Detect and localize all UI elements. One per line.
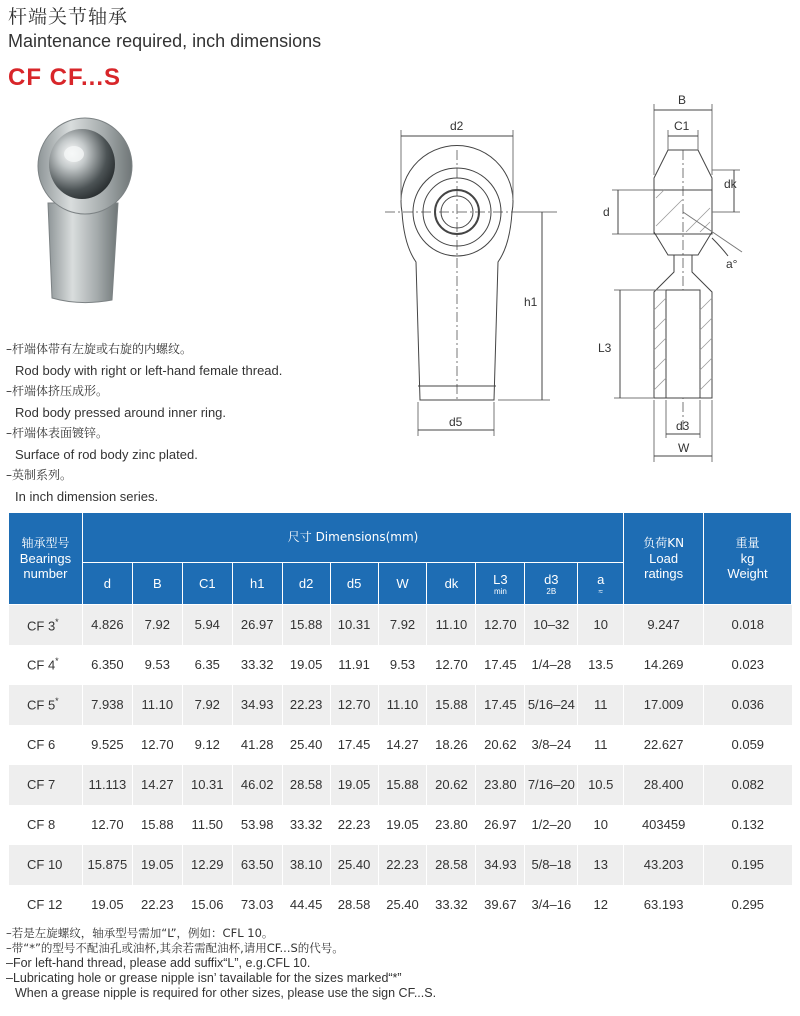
- cell-model: CF 8: [9, 805, 83, 845]
- cell-l3: 17.45: [476, 685, 525, 725]
- cell-h1: 41.28: [232, 725, 282, 765]
- product-photo: [30, 108, 145, 308]
- cell-d5: 17.45: [330, 725, 378, 765]
- header-bearing-number: 轴承型号 Bearings number: [9, 513, 83, 605]
- cell-w: 19.05: [378, 805, 427, 845]
- cell-load: 28.400: [624, 765, 704, 805]
- header-dimensions: 尺寸 Dimensions(mm): [82, 513, 623, 563]
- cell-l3: 34.93: [476, 845, 525, 885]
- cell-c1: 15.06: [182, 885, 232, 925]
- cell-d: 6.350: [82, 645, 132, 685]
- label-l3: L3: [598, 341, 612, 355]
- feature-3-en: Surface of rod body zinc plated.: [15, 447, 198, 462]
- table-row: [9, 685, 792, 725]
- cell-a: 10: [578, 605, 624, 645]
- label-c1: C1: [674, 119, 690, 133]
- note-line: –若是左旋螺纹，轴承型号需加“L”，例如：CFL 10。: [6, 926, 274, 940]
- label-d5: d5: [449, 415, 463, 429]
- cell-l3: 23.80: [476, 765, 525, 805]
- cell-b: 12.70: [132, 725, 182, 765]
- column-header-d: d: [82, 563, 132, 605]
- cell-w: 11.10: [378, 685, 427, 725]
- column-header-dk: dk: [427, 563, 476, 605]
- table-row: [9, 885, 792, 925]
- series-code: CF CF...S: [8, 64, 122, 91]
- feature-4-cn: –英制系列。: [6, 468, 73, 482]
- cell-l3: 26.97: [476, 805, 525, 845]
- cell-d: 15.875: [82, 845, 132, 885]
- cell-model: CF 7: [9, 765, 83, 805]
- cell-b: 7.92: [132, 605, 182, 645]
- cell-dk: 15.88: [427, 685, 476, 725]
- cell-w: 25.40: [378, 885, 427, 925]
- cell-d2: 38.10: [282, 845, 330, 885]
- cell-load: 9.247: [624, 605, 704, 645]
- column-header-d5: d5: [330, 563, 378, 605]
- cell-d5: 19.05: [330, 765, 378, 805]
- feature-list: [6, 339, 366, 507]
- cell-d5: 12.70: [330, 685, 378, 725]
- cell-d: 11.113: [82, 765, 132, 805]
- cell-dk: 28.58: [427, 845, 476, 885]
- cell-d2: 19.05: [282, 645, 330, 685]
- cell-w: 14.27: [378, 725, 427, 765]
- cell-a: 12: [578, 885, 624, 925]
- label-d: d: [603, 205, 610, 219]
- cell-dk: 20.62: [427, 765, 476, 805]
- feature-1-en: Rod body with right or left-hand female thread.: [15, 363, 283, 378]
- title-en: Maintenance required, inch dimensions: [8, 31, 322, 51]
- column-header-d3: d3 2B: [525, 563, 578, 605]
- cell-model: CF 5*: [9, 685, 83, 725]
- cell-b: 15.88: [132, 805, 182, 845]
- cell-load: 22.627: [624, 725, 704, 765]
- cell-c1: 11.50: [182, 805, 232, 845]
- cell-d5: 10.31: [330, 605, 378, 645]
- cell-d: 7.938: [82, 685, 132, 725]
- label-a: a°: [726, 257, 738, 271]
- front-view: [385, 130, 560, 436]
- no-grease-mark: *: [55, 616, 59, 627]
- cell-d: 19.05: [82, 885, 132, 925]
- cell-d2: 25.40: [282, 725, 330, 765]
- cell-dk: 11.10: [427, 605, 476, 645]
- cell-d: 9.525: [82, 725, 132, 765]
- column-header-w: W: [378, 563, 427, 605]
- cell-d3: 5/16–24: [525, 685, 578, 725]
- cell-d2: 15.88: [282, 605, 330, 645]
- note-line: When a grease nipple is required for other sizes, please use the sign CF...S.: [15, 986, 437, 1000]
- cell-weight: 0.132: [704, 805, 792, 845]
- cell-d2: 28.58: [282, 765, 330, 805]
- title-cn: 杆端关节轴承: [8, 6, 129, 28]
- cell-a: 13: [578, 845, 624, 885]
- column-header-c1: C1: [182, 563, 232, 605]
- cell-h1: 63.50: [232, 845, 282, 885]
- side-view: [612, 104, 742, 462]
- cell-h1: 33.32: [232, 645, 282, 685]
- cell-w: 7.92: [378, 605, 427, 645]
- cell-dk: 33.32: [427, 885, 476, 925]
- cell-w: 15.88: [378, 765, 427, 805]
- table-row: [9, 725, 792, 765]
- label-dk: dk: [724, 177, 737, 191]
- cell-c1: 9.12: [182, 725, 232, 765]
- note-line: –For left-hand thread, please add suffix“L”, e.g.CFL 10.: [6, 956, 311, 970]
- label-h1: h1: [524, 295, 538, 309]
- note-line: –Lubricating hole or grease nipple isn’ tavailable for the sizes marked“*”: [6, 971, 402, 985]
- cell-d3: 5/8–18: [525, 845, 578, 885]
- cell-c1: 6.35: [182, 645, 232, 685]
- cell-weight: 0.036: [704, 685, 792, 725]
- cell-d: 12.70: [82, 805, 132, 845]
- table-row: [9, 645, 792, 685]
- cell-c1: 12.29: [182, 845, 232, 885]
- label-b: B: [678, 93, 687, 107]
- cell-h1: 73.03: [232, 885, 282, 925]
- cell-w: 9.53: [378, 645, 427, 685]
- cell-d2: 44.45: [282, 885, 330, 925]
- cell-b: 22.23: [132, 885, 182, 925]
- cell-load: 63.193: [624, 885, 704, 925]
- technical-drawing: [370, 90, 800, 470]
- cell-model: CF 12: [9, 885, 83, 925]
- cell-w: 22.23: [378, 845, 427, 885]
- cell-c1: 10.31: [182, 765, 232, 805]
- cell-d2: 22.23: [282, 685, 330, 725]
- cell-model: CF 6: [9, 725, 83, 765]
- cell-h1: 53.98: [232, 805, 282, 845]
- feature-2-en: Rod body pressed around inner ring.: [15, 405, 227, 420]
- cell-a: 13.5: [578, 645, 624, 685]
- cell-dk: 18.26: [427, 725, 476, 765]
- column-header-d2: d2: [282, 563, 330, 605]
- note-line: –带“*”的型号不配油孔或油杯,其余若需配油杯,请用CF...S的代号。: [6, 941, 344, 955]
- cell-d5: 11.91: [330, 645, 378, 685]
- cell-a: 11: [578, 685, 624, 725]
- cell-load: 17.009: [624, 685, 704, 725]
- cell-model: CF 4*: [9, 645, 83, 685]
- cell-a: 10: [578, 805, 624, 845]
- cell-d3: 7/16–20: [525, 765, 578, 805]
- table-row: [9, 605, 792, 645]
- cell-dk: 23.80: [427, 805, 476, 845]
- label-w: W: [678, 441, 690, 455]
- cell-h1: 46.02: [232, 765, 282, 805]
- column-header-b: B: [132, 563, 182, 605]
- cell-b: 19.05: [132, 845, 182, 885]
- cell-weight: 0.195: [704, 845, 792, 885]
- cell-a: 10.5: [578, 765, 624, 805]
- cell-l3: 12.70: [476, 605, 525, 645]
- cell-model: CF 3*: [9, 605, 83, 645]
- cell-weight: 0.082: [704, 765, 792, 805]
- cell-l3: 39.67: [476, 885, 525, 925]
- feature-4-en: In inch dimension series.: [15, 489, 159, 504]
- cell-d2: 33.32: [282, 805, 330, 845]
- cell-weight: 0.295: [704, 885, 792, 925]
- table-row: [9, 805, 792, 845]
- cell-c1: 7.92: [182, 685, 232, 725]
- notes: [6, 926, 796, 1001]
- cell-d5: 22.23: [330, 805, 378, 845]
- cell-weight: 0.018: [704, 605, 792, 645]
- label-d3: d3: [676, 419, 690, 433]
- table-row: [9, 765, 792, 805]
- cell-h1: 34.93: [232, 685, 282, 725]
- cell-d3: 1/2–20: [525, 805, 578, 845]
- specification-table: [8, 512, 792, 925]
- header-load-ratings: 负荷KN Load ratings: [624, 513, 704, 605]
- no-grease-mark: *: [55, 656, 59, 667]
- cell-d5: 28.58: [330, 885, 378, 925]
- feature-3-cn: –杆端体表面镀锌。: [6, 426, 109, 440]
- cell-weight: 0.023: [704, 645, 792, 685]
- cell-l3: 20.62: [476, 725, 525, 765]
- cell-model: CF 10: [9, 845, 83, 885]
- column-header-a: a ≈: [578, 563, 624, 605]
- cell-h1: 26.97: [232, 605, 282, 645]
- cell-b: 14.27: [132, 765, 182, 805]
- table-row: [9, 845, 792, 885]
- cell-load: 14.269: [624, 645, 704, 685]
- cell-c1: 5.94: [182, 605, 232, 645]
- no-grease-mark: *: [55, 696, 59, 707]
- cell-weight: 0.059: [704, 725, 792, 765]
- cell-d: 4.826: [82, 605, 132, 645]
- label-d2: d2: [450, 119, 464, 133]
- column-header-h1: h1: [232, 563, 282, 605]
- cell-d5: 25.40: [330, 845, 378, 885]
- cell-a: 11: [578, 725, 624, 765]
- cell-b: 9.53: [132, 645, 182, 685]
- cell-d3: 1/4–28: [525, 645, 578, 685]
- header-weight: 重量 kg Weight: [704, 513, 792, 605]
- cell-load: 43.203: [624, 845, 704, 885]
- feature-1-cn: –杆端体带有左旋或右旋的内螺纹。: [6, 342, 193, 356]
- cell-d3: 3/4–16: [525, 885, 578, 925]
- column-header-l3: L3 min: [476, 563, 525, 605]
- cell-l3: 17.45: [476, 645, 525, 685]
- cell-dk: 12.70: [427, 645, 476, 685]
- cell-d3: 3/8–24: [525, 725, 578, 765]
- cell-b: 11.10: [132, 685, 182, 725]
- cell-d3: 10–32: [525, 605, 578, 645]
- cell-load: 403459: [624, 805, 704, 845]
- feature-2-cn: –杆端体挤压成形。: [6, 384, 109, 398]
